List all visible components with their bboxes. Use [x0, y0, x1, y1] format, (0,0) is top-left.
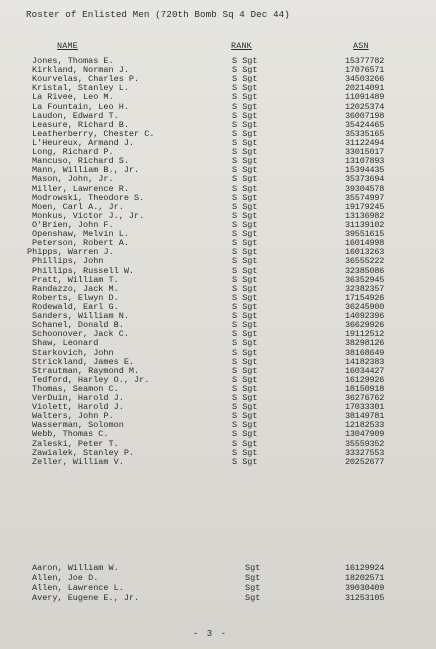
roster-rank: S Sgt — [232, 192, 258, 203]
roster-rank: S Sgt — [232, 420, 258, 431]
roster-name: Avery, Eugene E., Jr. — [32, 593, 140, 603]
roster-name: Roberts, Elwyn D. — [32, 292, 119, 303]
roster-asn: 34503266 — [345, 74, 385, 85]
roster-rank: S Sgt — [232, 229, 258, 240]
roster-asn: 13136982 — [345, 210, 385, 221]
roster-name: Kristal, Stanley L. — [32, 83, 129, 94]
roster-asn: 31139102 — [345, 219, 385, 230]
roster-rank: S Sgt — [232, 402, 258, 413]
roster-asn: 20214091 — [345, 83, 385, 94]
roster-rank: S Sgt — [232, 92, 258, 103]
roster-rank: S Sgt — [232, 56, 258, 66]
roster-name: Thomas, Seamon C. — [32, 383, 119, 394]
roster-asn: 36007198 — [345, 110, 385, 121]
roster-rank: S Sgt — [232, 137, 258, 148]
roster-row — [0, 593, 436, 603]
roster-sergeants — [0, 563, 436, 603]
roster-rank: Sgt — [245, 573, 261, 583]
roster-asn: 32382357 — [345, 283, 385, 294]
roster-asn: 14092396 — [345, 311, 385, 322]
roster-asn: 33327553 — [345, 447, 385, 458]
roster-rank: S Sgt — [232, 247, 258, 258]
roster-name: Mancuso, Richard S. — [32, 156, 129, 167]
roster-rank: S Sgt — [232, 83, 258, 94]
roster-name: Phillips, Russell W. — [32, 265, 135, 276]
roster-name: Allen, Joe D. — [32, 573, 99, 583]
roster-row — [0, 573, 436, 583]
roster-rank: S Sgt — [232, 411, 258, 422]
roster-asn: 35559352 — [345, 438, 385, 449]
roster-rank: S Sgt — [232, 65, 258, 76]
roster-rank: S Sgt — [232, 274, 258, 285]
roster-asn: 35424465 — [345, 119, 385, 130]
roster-rank: S Sgt — [232, 374, 258, 385]
roster-asn: 16129924 — [345, 563, 385, 573]
roster-name: Mann, William B., Jr. — [32, 165, 140, 176]
roster-name: Mason, John, Jr. — [32, 174, 114, 185]
roster-rank: S Sgt — [232, 256, 258, 267]
roster-name: Violett, Harold J. — [32, 402, 124, 413]
roster-asn: 35373694 — [345, 174, 385, 185]
roster-asn: 13047909 — [345, 429, 385, 440]
roster-asn: 14182383 — [345, 356, 385, 367]
roster-name: Zeller, William V. — [32, 456, 124, 467]
roster-asn: 33015017 — [345, 147, 385, 158]
roster-asn: 16013263 — [345, 247, 385, 258]
roster-name: Walters, John P. — [32, 411, 114, 422]
roster-rank: S Sgt — [232, 429, 258, 440]
roster-name: Aaron, William W. — [32, 563, 119, 573]
roster-asn: 36629926 — [345, 320, 385, 331]
roster-asn: 39304578 — [345, 183, 385, 194]
roster-asn: 36245900 — [345, 301, 385, 312]
roster-name: Phillips, John — [32, 256, 104, 267]
roster-rank: S Sgt — [232, 447, 258, 458]
roster-asn: 18202571 — [345, 573, 385, 583]
roster-rank: S Sgt — [232, 128, 258, 139]
roster-asn: 19112512 — [345, 329, 385, 340]
roster-rank: S Sgt — [232, 320, 258, 331]
roster-name: Moen, Carl A., Jr. — [32, 201, 124, 212]
roster-staff-sergeants — [0, 57, 436, 467]
roster-name: Phipps, Warren J. — [27, 247, 114, 258]
roster-rank: S Sgt — [232, 183, 258, 194]
roster-asn: 16034427 — [345, 365, 385, 376]
roster-name: Leatherberry, Chester C. — [32, 128, 155, 139]
roster-rank: S Sgt — [232, 265, 258, 276]
roster-rank: S Sgt — [232, 201, 258, 212]
roster-asn: 11091489 — [345, 92, 385, 103]
roster-asn: 31253105 — [345, 593, 385, 603]
roster-asn: 36555222 — [345, 256, 385, 267]
roster-rank: S Sgt — [232, 219, 258, 230]
roster-rank: S Sgt — [232, 238, 258, 249]
roster-name: O'Brien, John F. — [32, 219, 114, 230]
roster-asn: 36352945 — [345, 274, 385, 285]
roster-name: La Rivee, Leo M. — [32, 92, 114, 103]
roster-rank: S Sgt — [232, 292, 258, 303]
roster-rank: S Sgt — [232, 438, 258, 449]
roster-rank: S Sgt — [232, 347, 258, 358]
roster-rank: S Sgt — [232, 338, 258, 349]
roster-rank: S Sgt — [232, 301, 258, 312]
roster-name: Jones, Thomas E. — [32, 56, 114, 66]
roster-rank: Sgt — [245, 583, 261, 593]
roster-name: Openshaw, Melvin L. — [32, 229, 129, 240]
roster-name: Schoonover, Jack C. — [32, 329, 129, 340]
column-header-name: NAME — [57, 41, 78, 51]
roster-asn: 12025374 — [345, 101, 385, 112]
roster-name: L'Heureux, Armand J. — [32, 137, 135, 148]
roster-asn: 38149781 — [345, 411, 385, 422]
page-number: - 3 - — [193, 629, 228, 639]
roster-name: Modrowski, Theodore S. — [32, 192, 145, 203]
roster-rank: S Sgt — [232, 283, 258, 294]
roster-rank: S Sgt — [232, 383, 258, 394]
roster-asn: 18150918 — [345, 383, 385, 394]
roster-rank: S Sgt — [232, 329, 258, 340]
roster-rank: S Sgt — [232, 365, 258, 376]
roster-name: VerDuin, Harold J. — [32, 393, 124, 404]
roster-rank: S Sgt — [232, 156, 258, 167]
roster-rank: S Sgt — [232, 147, 258, 158]
roster-rank: S Sgt — [232, 74, 258, 85]
roster-rank: S Sgt — [232, 210, 258, 221]
roster-asn: 38168649 — [345, 347, 385, 358]
roster-name: Monkus, Victor J., Jr. — [32, 210, 145, 221]
roster-asn: 35574997 — [345, 192, 385, 203]
roster-row — [0, 458, 436, 467]
roster-asn: 17033301 — [345, 402, 385, 413]
roster-rank: S Sgt — [232, 456, 258, 467]
roster-rank: S Sgt — [232, 174, 258, 185]
roster-rank: S Sgt — [232, 119, 258, 130]
roster-name: Kirkland, Norman J. — [32, 65, 129, 76]
roster-name: Strautman, Raymond M. — [32, 365, 140, 376]
roster-asn: 39551615 — [345, 229, 385, 240]
roster-name: Laudon, Edward T. — [32, 110, 119, 121]
roster-name: Webb, Thomas C. — [32, 429, 109, 440]
roster-rank: S Sgt — [232, 110, 258, 121]
roster-asn: 38298126 — [345, 338, 385, 349]
roster-asn: 32385086 — [345, 265, 385, 276]
roster-name: Wasserman, Solomon — [32, 420, 124, 431]
roster-name: Shaw, Leonard — [32, 338, 99, 349]
roster-name: Long, Richard P. — [32, 147, 114, 158]
roster-row — [0, 583, 436, 593]
roster-rank: S Sgt — [232, 101, 258, 112]
roster-name: Strickland, James E. — [32, 356, 135, 367]
roster-asn: 17154926 — [345, 292, 385, 303]
roster-asn: 17076571 — [345, 65, 385, 76]
roster-name: Kourvelas, Charles P. — [32, 74, 140, 85]
roster-rank: S Sgt — [232, 165, 258, 176]
roster-name: La Fountain, Leo H. — [32, 101, 129, 112]
roster-asn: 16014998 — [345, 238, 385, 249]
roster-asn: 15377782 — [345, 56, 385, 66]
roster-asn: 19179245 — [345, 201, 385, 212]
roster-name: Randazzo, Jack M. — [32, 283, 119, 294]
roster-name: Zaleski, Peter T. — [32, 438, 119, 449]
roster-asn: 36276762 — [345, 393, 385, 404]
roster-name: Tedford, Harley O., Jr. — [32, 374, 150, 385]
roster-rank: Sgt — [245, 563, 261, 573]
roster-asn: 31122494 — [345, 137, 385, 148]
roster-name: Schanel, Donald B. — [32, 320, 124, 331]
roster-name: Zawialek, Stanley P. — [32, 447, 135, 458]
roster-asn: 35335165 — [345, 128, 385, 139]
roster-asn: 12182533 — [345, 420, 385, 431]
roster-name: Miller, Lawrence R. — [32, 183, 129, 194]
roster-asn: 13107893 — [345, 156, 385, 167]
roster-title: Roster of Enlisted Men (720th Bomb Sq 4 Dec 44) — [26, 9, 290, 20]
roster-name: Starkovich, John — [32, 347, 114, 358]
roster-asn: 20252677 — [345, 456, 385, 467]
roster-name: Rodewald, Earl G. — [32, 301, 119, 312]
roster-name: Sanders, William N. — [32, 311, 129, 322]
column-header-rank: RANK — [231, 41, 252, 51]
roster-name: Peterson, Robert A. — [32, 238, 129, 249]
roster-rank: Sgt — [245, 593, 261, 603]
roster-name: Pratt, William T. — [32, 274, 119, 285]
roster-asn: 15394435 — [345, 165, 385, 176]
roster-asn: 39030409 — [345, 583, 385, 593]
roster-name: Leasure, Richard B. — [32, 119, 129, 130]
roster-name: Allen, Lawrence L. — [32, 583, 124, 593]
roster-asn: 16129926 — [345, 374, 385, 385]
roster-rank: S Sgt — [232, 393, 258, 404]
roster-rank: S Sgt — [232, 356, 258, 367]
column-header-asn: ASN — [353, 41, 369, 51]
roster-rank: S Sgt — [232, 311, 258, 322]
roster-row — [0, 563, 436, 573]
